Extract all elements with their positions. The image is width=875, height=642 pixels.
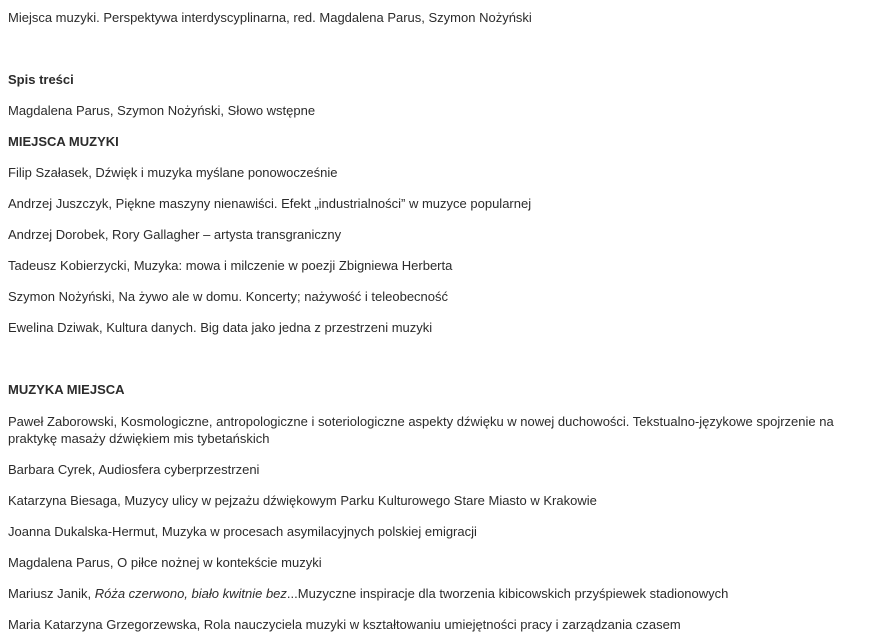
toc-heading: Spis treści [8, 72, 74, 87]
toc-item: Andrzej Juszczyk, Piękne maszyny nienawiści. Efekt „industrialności” w muzyce popularnej [8, 196, 532, 211]
toc-item: Paweł Zaborowski, Kosmologiczne, antropologiczne i soteriologiczne aspekty dźwięku w nowej duchowości. Tekstualno-językowe spojrzenie na praktykę masaży dźwiękiem mis tybetańskich [8, 414, 834, 446]
toc-item: Katarzyna Biesaga, Muzycy ulicy w pejzażu dźwiękowym Parku Kulturowego Stare Miasto w Krakowie [8, 493, 597, 508]
book-title: Miejsca muzyki. Perspektywa interdyscyplinarna, red. Magdalena Parus, Szymon Nożyński [8, 10, 532, 25]
toc-item: Szymon Nożyński, Na żywo ale w domu. Koncerty; nażywość i teleobecność [8, 289, 449, 304]
toc-item-author: Mariusz Janik, [8, 586, 95, 601]
section-heading-miejsca-muzyki: MIEJSCA MUZYKI [8, 134, 119, 149]
toc-item: Barbara Cyrek, Audiosfera cyberprzestrzeni [8, 462, 260, 477]
toc-item: Magdalena Parus, O piłce nożnej w kontekście muzyki [8, 555, 322, 570]
toc-item: Maria Katarzyna Grzegorzewska, Rola nauczyciela muzyki w kształtowaniu umiejętności pracy i zarządzania czasem [8, 617, 681, 632]
section-heading-muzyka-miejsca: MUZYKA MIEJSCA [8, 382, 125, 397]
toc-item-italic-title: Róża czerwono, biało kwitnie bez [94, 586, 287, 601]
toc-item-subtitle: ...Muzyczne inspiracje dla tworzenia kibicowskich przyśpiewek stadionowych [286, 586, 729, 601]
toc-item: Joanna Dukalska-Hermut, Muzyka w procesach asymilacyjnych polskiej emigracji [8, 524, 477, 539]
toc-item-janik [8, 585, 728, 602]
toc-item: Andrzej Dorobek, Rory Gallagher – artysta transgraniczny [8, 227, 342, 242]
toc-intro: Magdalena Parus, Szymon Nożyński, Słowo wstępne [8, 103, 316, 118]
toc-item: Tadeusz Kobierzycki, Muzyka: mowa i milczenie w poezji Zbigniewa Herberta [8, 258, 453, 273]
toc-item: Ewelina Dziwak, Kultura danych. Big data jako jedna z przestrzeni muzyki [8, 320, 433, 335]
toc-item: Filip Szałasek, Dźwięk i muzyka myślane ponowocześnie [8, 165, 338, 180]
